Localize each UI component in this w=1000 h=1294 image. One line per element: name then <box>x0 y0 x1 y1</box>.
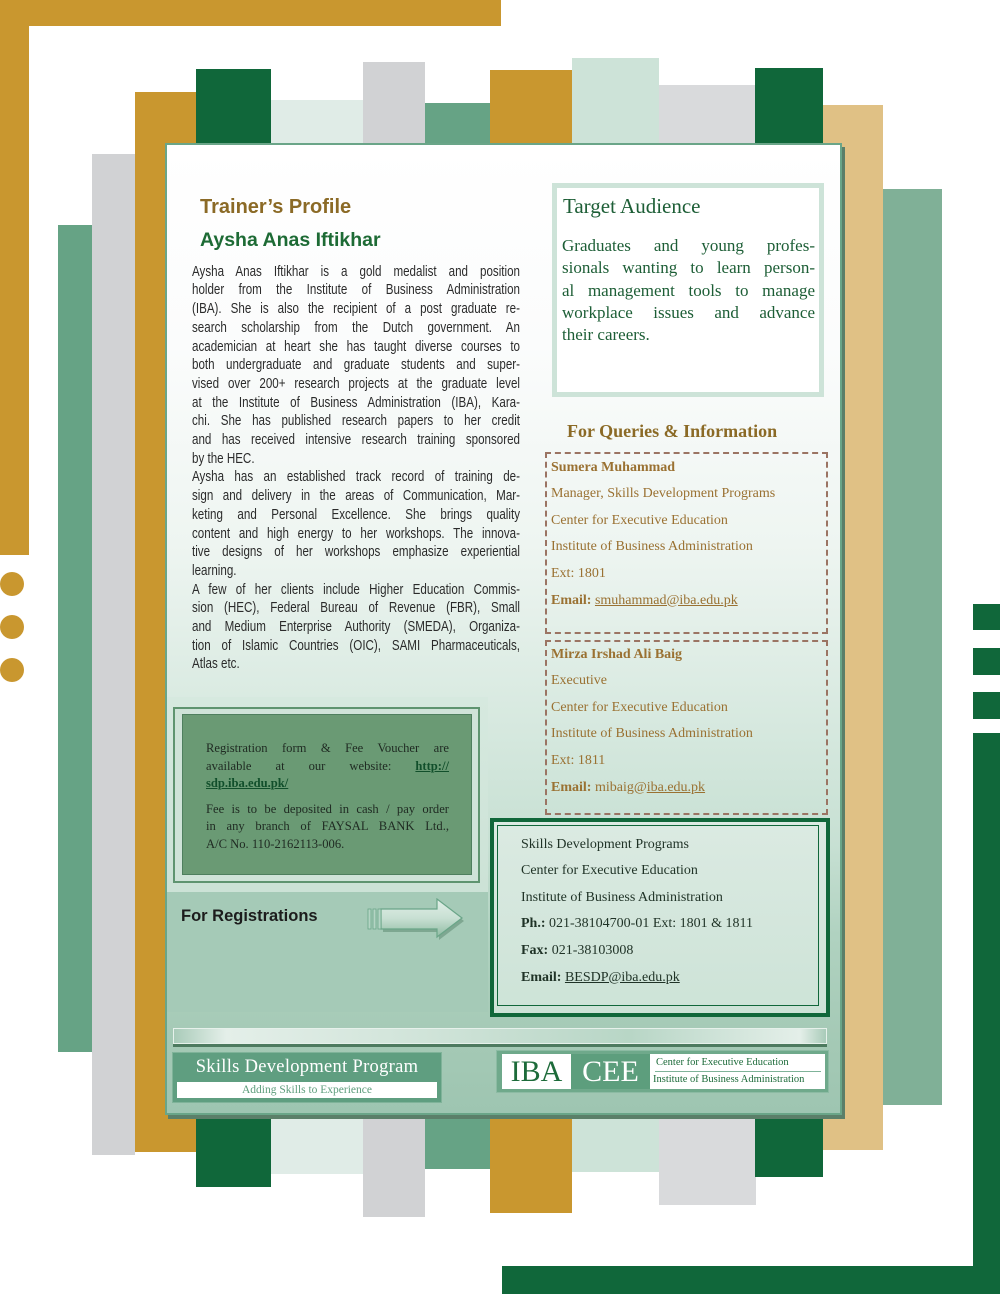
decor-dot <box>0 615 24 639</box>
profile-line: and has received intensive research training sponsored <box>192 432 520 449</box>
decor-square <box>973 648 1000 675</box>
registration-line <box>206 758 449 775</box>
registration-line: Registration form & Fee Voucher are <box>206 741 449 756</box>
phone-label: Ph.: <box>521 916 546 932</box>
website-label: available at our website: <box>206 758 392 773</box>
address-line: Skills Development Programs <box>521 836 689 852</box>
green-frame-bottom <box>502 1266 1000 1294</box>
iba-cee-logo <box>496 1050 829 1093</box>
sdp-logo-title: Skills Development Program <box>195 1057 419 1077</box>
contact-institute: Institute of Business Administration <box>551 726 753 742</box>
gold-frame-top <box>0 0 501 26</box>
decor-square <box>973 604 1000 630</box>
decor-bar <box>92 154 135 1155</box>
sdp-logo-tagline: Adding Skills to Experience <box>177 1082 437 1098</box>
profile-line: sign and delivery in the areas of Communication, Mar- <box>192 488 520 505</box>
contact-details <box>551 455 775 615</box>
profile-line: learning. <box>192 562 237 579</box>
target-audience-line: Graduates and young profes- <box>562 235 815 255</box>
profile-line: both undergraduate and graduate students and super- <box>192 357 520 374</box>
contact-ext: Ext: 1801 <box>551 566 606 582</box>
profile-line: search scholarship from the Dutch government. An <box>192 319 520 336</box>
contact-email-link[interactable]: iba.edu.pk <box>646 779 706 795</box>
decor-square <box>973 692 1000 719</box>
profile-body <box>192 263 520 674</box>
email-prefix: mibaig@ <box>594 779 647 795</box>
fax-label: Fax: <box>521 943 549 959</box>
divider-bar <box>173 1028 827 1044</box>
profile-line: chi. She has published research papers to her credit <box>192 413 520 430</box>
target-audience-line: al management tools to manage <box>562 280 815 300</box>
profile-line: academician at heart she has taught diverse courses to <box>192 338 520 355</box>
arrow-right-icon <box>367 898 465 942</box>
target-audience-line: sionals wanting to learn person- <box>562 258 815 278</box>
profile-line: content and high energy to her workshops. The innova- <box>192 525 520 542</box>
fax-value: 021-38103008 <box>551 943 634 959</box>
contact-name: Mirza Irshad Ali Baig <box>551 646 683 662</box>
email-label: Email: <box>521 969 562 985</box>
registration-cta-label: For Registrations <box>181 907 318 925</box>
contact-department: Center for Executive Education <box>551 699 728 715</box>
cee-wordmark: CEE <box>571 1054 650 1089</box>
decor-dot <box>0 572 24 596</box>
cee-caption <box>650 1054 825 1089</box>
contact-institute: Institute of Business Administration <box>551 539 753 555</box>
profile-line: A few of her clients include Higher Education Commis- <box>192 581 520 598</box>
cee-caption-divider <box>655 1071 821 1072</box>
target-audience-line: their careers. <box>562 325 650 345</box>
contact-details <box>551 642 753 802</box>
contact-email-link[interactable]: smuhammad@iba.edu.pk <box>594 592 738 608</box>
cee-caption-line2: Institute of Business Administration <box>653 1074 805 1085</box>
profile-line: Atlas etc. <box>192 656 240 673</box>
cee-caption-line1: Center for Executive Education <box>656 1057 789 1068</box>
target-audience-title: Target Audience <box>563 194 701 218</box>
contact-ext: Ext: 1811 <box>551 753 606 769</box>
profile-line: (IBA). She is also the recipient of a post graduate re- <box>192 301 520 318</box>
target-audience-body <box>562 235 815 347</box>
gold-frame-left <box>0 0 29 555</box>
profile-line: tive designs of her workshops emphasize experiential <box>192 544 520 561</box>
profile-line: Aysha has an established track record of training de- <box>192 469 520 486</box>
trainer-name: Aysha Anas Iftikhar <box>200 229 381 251</box>
profile-heading: Trainer’s Profile <box>200 196 352 218</box>
contact-department: Center for Executive Education <box>551 512 728 528</box>
phone-value: 021-38104700-01 Ext: 1801 & 1811 <box>549 916 754 932</box>
decor-bar <box>883 189 942 1105</box>
profile-line: and Medium Enterprise Authority (SMEDA), Organiza- <box>192 619 520 636</box>
email-label: Email: <box>551 779 592 795</box>
target-audience-line: workplace issues and advance <box>562 303 815 323</box>
fee-line: A/C No. 110-2162113-006. <box>206 836 345 851</box>
contact-designation: Executive <box>551 673 607 689</box>
profile-line: by the HEC. <box>192 450 255 467</box>
profile-line: vised over 200+ research projects at the graduate level <box>192 375 520 392</box>
registration-info-text <box>206 740 449 853</box>
contact-designation: Manager, Skills Development Programs <box>551 486 776 502</box>
profile-line: sion (HEC), Federal Bureau of Revenue (FBR), Small <box>192 600 520 617</box>
email-label: Email: <box>551 592 592 608</box>
profile-line: Aysha Anas Iftikhar is a gold medalist and position <box>192 263 520 280</box>
green-frame-right <box>973 733 1000 1294</box>
address-details <box>521 832 753 992</box>
queries-title: For Queries & Information <box>567 421 778 441</box>
sdp-logo <box>172 1052 442 1103</box>
profile-line: keting and Personal Excellence. She brings quality <box>192 506 520 523</box>
contact-name: Sumera Muhammad <box>551 459 676 475</box>
address-line: Institute of Business Administration <box>521 889 723 905</box>
profile-line: tion of Islamic Countries (OIC), SAMI Pharmaceuticals, <box>192 637 520 654</box>
website-link[interactable]: sdp.iba.edu.pk/ <box>206 775 289 790</box>
address-line: Center for Executive Education <box>521 863 698 879</box>
registration-line <box>206 775 449 792</box>
fee-line: Fee is to be deposited in cash / pay order <box>206 802 449 817</box>
decor-dot <box>0 658 24 682</box>
profile-line: holder from the Institute of Business Administration <box>192 282 520 299</box>
decor-bar <box>58 225 92 1052</box>
fee-line: in any branch of FAYSAL BANK Ltd., <box>206 819 449 834</box>
profile-line: at the Institute of Business Administration (IBA), Kara- <box>192 394 520 411</box>
iba-wordmark: IBA <box>502 1054 571 1089</box>
address-email-link[interactable]: BESDP@iba.edu.pk <box>564 969 680 985</box>
website-link[interactable]: http:// <box>415 758 449 773</box>
